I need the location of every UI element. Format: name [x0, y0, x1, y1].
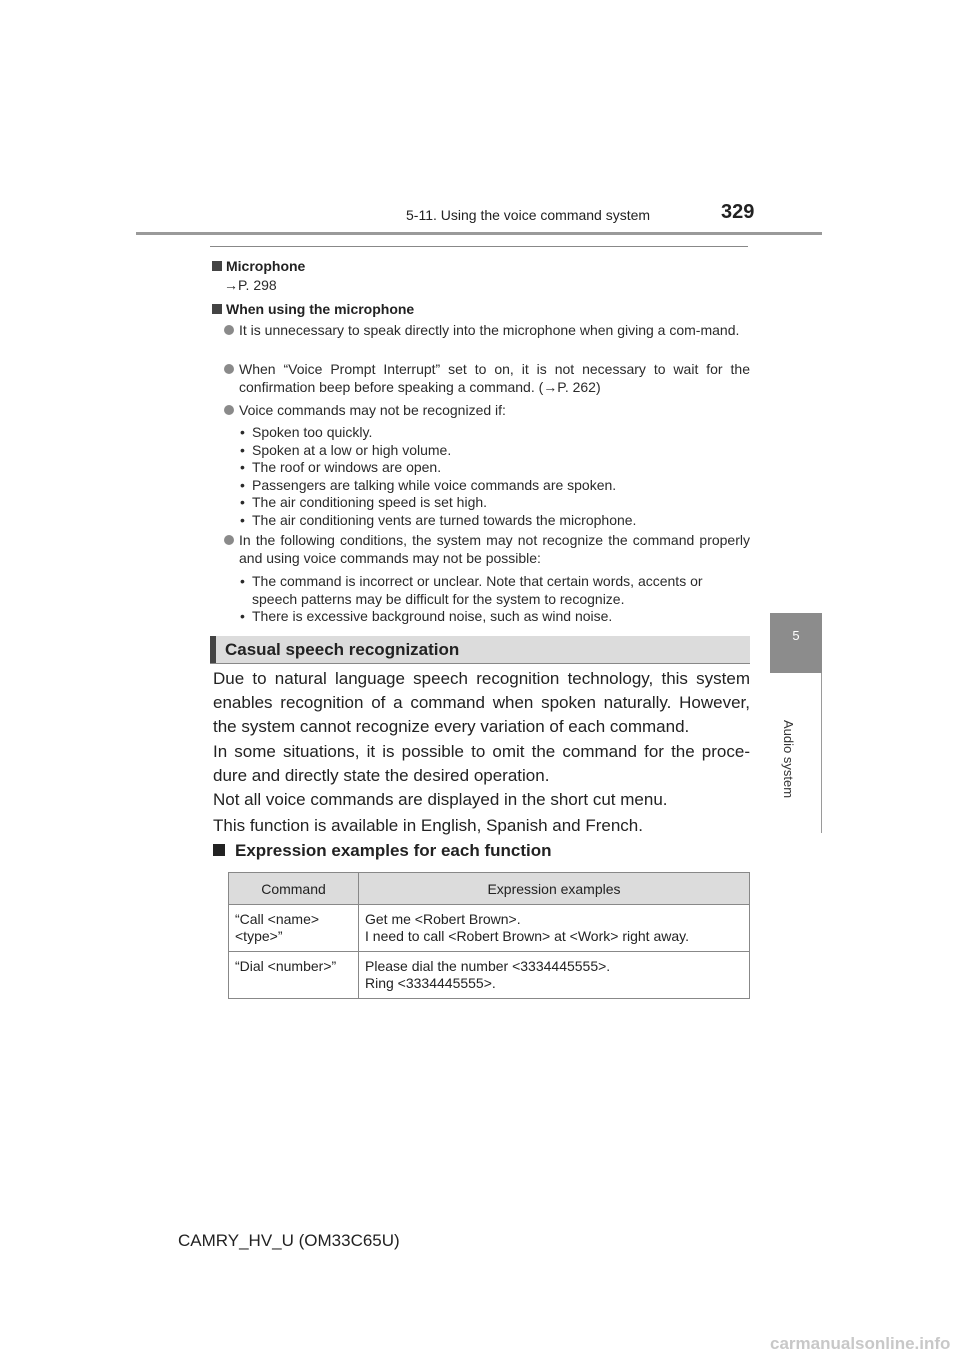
- list-item: • Passengers are talking while voice commands are spoken.: [240, 477, 750, 495]
- square-bullet-icon: [213, 844, 225, 856]
- list-item: • The roof or windows are open.: [240, 459, 750, 477]
- microphone-heading: Microphone: [212, 258, 305, 274]
- list-item: • The air conditioning vents are turned towards the microphone.: [240, 512, 750, 530]
- list-item: • Spoken at a low or high volume.: [240, 442, 750, 460]
- list-item: • The command is incorrect or unclear. Note that certain words, accents or speech patterns may be difficult for the system to recognize.: [240, 573, 750, 608]
- table-row: [229, 905, 750, 952]
- section-title-bar: [210, 636, 750, 664]
- bullet-item: It is unnecessary to speak directly into the microphone when giving a com-mand.: [224, 322, 750, 340]
- circle-bullet-icon: [224, 405, 234, 415]
- square-bullet-icon: [212, 304, 222, 314]
- page-number: 329: [721, 201, 755, 223]
- column-header-examples: Expression examples: [359, 873, 750, 905]
- microphone-page-ref: →P. 298: [224, 277, 277, 293]
- bullet-item: When “Voice Prompt Interrupt” set to on, it is not necessary to wait for the confirmation beep before speaking a command. (→P. 262): [224, 361, 750, 396]
- body-paragraph: Due to natural language speech recognition technology, this system enables recognition of a command when spoken naturally. However, the system cannot recognize every variation of each command.: [213, 669, 750, 736]
- command-cell: “Call <name> <type>”: [229, 905, 359, 952]
- chapter-tab-number: 5: [792, 628, 800, 643]
- command-cell: “Dial <number>”: [229, 952, 359, 999]
- expression-examples-table: [228, 872, 750, 999]
- section-title: Casual speech recognization: [225, 640, 460, 659]
- examples-cell: Please dial the number <3334445555>. Ring <3334445555>.: [359, 952, 750, 999]
- section-bar-accent: [210, 636, 216, 663]
- examples-cell: Get me <Robert Brown>. I need to call <Robert Brown> at <Work> right away.: [359, 905, 750, 952]
- body-paragraph: Not all voice commands are displayed in the short cut menu.: [213, 790, 668, 809]
- body-paragraph: This function is available in English, Spanish and French.: [213, 816, 643, 835]
- when-using-heading: When using the microphone: [212, 301, 414, 317]
- circle-bullet-icon: [224, 364, 234, 374]
- list-item: • There is excessive background noise, such as wind noise.: [240, 608, 750, 626]
- list-item: • Spoken too quickly.: [240, 424, 750, 442]
- conditions-list: [240, 573, 750, 626]
- header-section-title: 5-11. Using the voice command system: [406, 207, 651, 223]
- watermark: carmanualsonline.info: [770, 1334, 951, 1353]
- table-header-row: [229, 873, 750, 905]
- chapter-label: Audio system: [781, 720, 796, 799]
- examples-heading: Expression examples for each function: [213, 841, 551, 861]
- square-bullet-icon: [212, 261, 222, 271]
- column-header-command: Command: [229, 873, 359, 905]
- bullet-item: Voice commands may not be recognized if:: [224, 402, 750, 420]
- body-paragraph: In some situations, it is possible to omit the command for the proce-dure and directly state the desired operation.: [213, 742, 750, 785]
- manual-code: CAMRY_HV_U (OM33C65U): [178, 1231, 400, 1250]
- side-rule: [821, 673, 822, 833]
- table-row: [229, 952, 750, 999]
- header-rule: [136, 232, 822, 235]
- chapter-tab: [770, 613, 822, 673]
- content-top-rule: [210, 246, 748, 247]
- circle-bullet-icon: [224, 535, 234, 545]
- list-item: • The air conditioning speed is set high.: [240, 494, 750, 512]
- bullet-item: In the following conditions, the system may not recognize the command properly and using voice commands may not be possible:: [224, 532, 750, 567]
- circle-bullet-icon: [224, 325, 234, 335]
- not-recognized-list: [240, 424, 750, 529]
